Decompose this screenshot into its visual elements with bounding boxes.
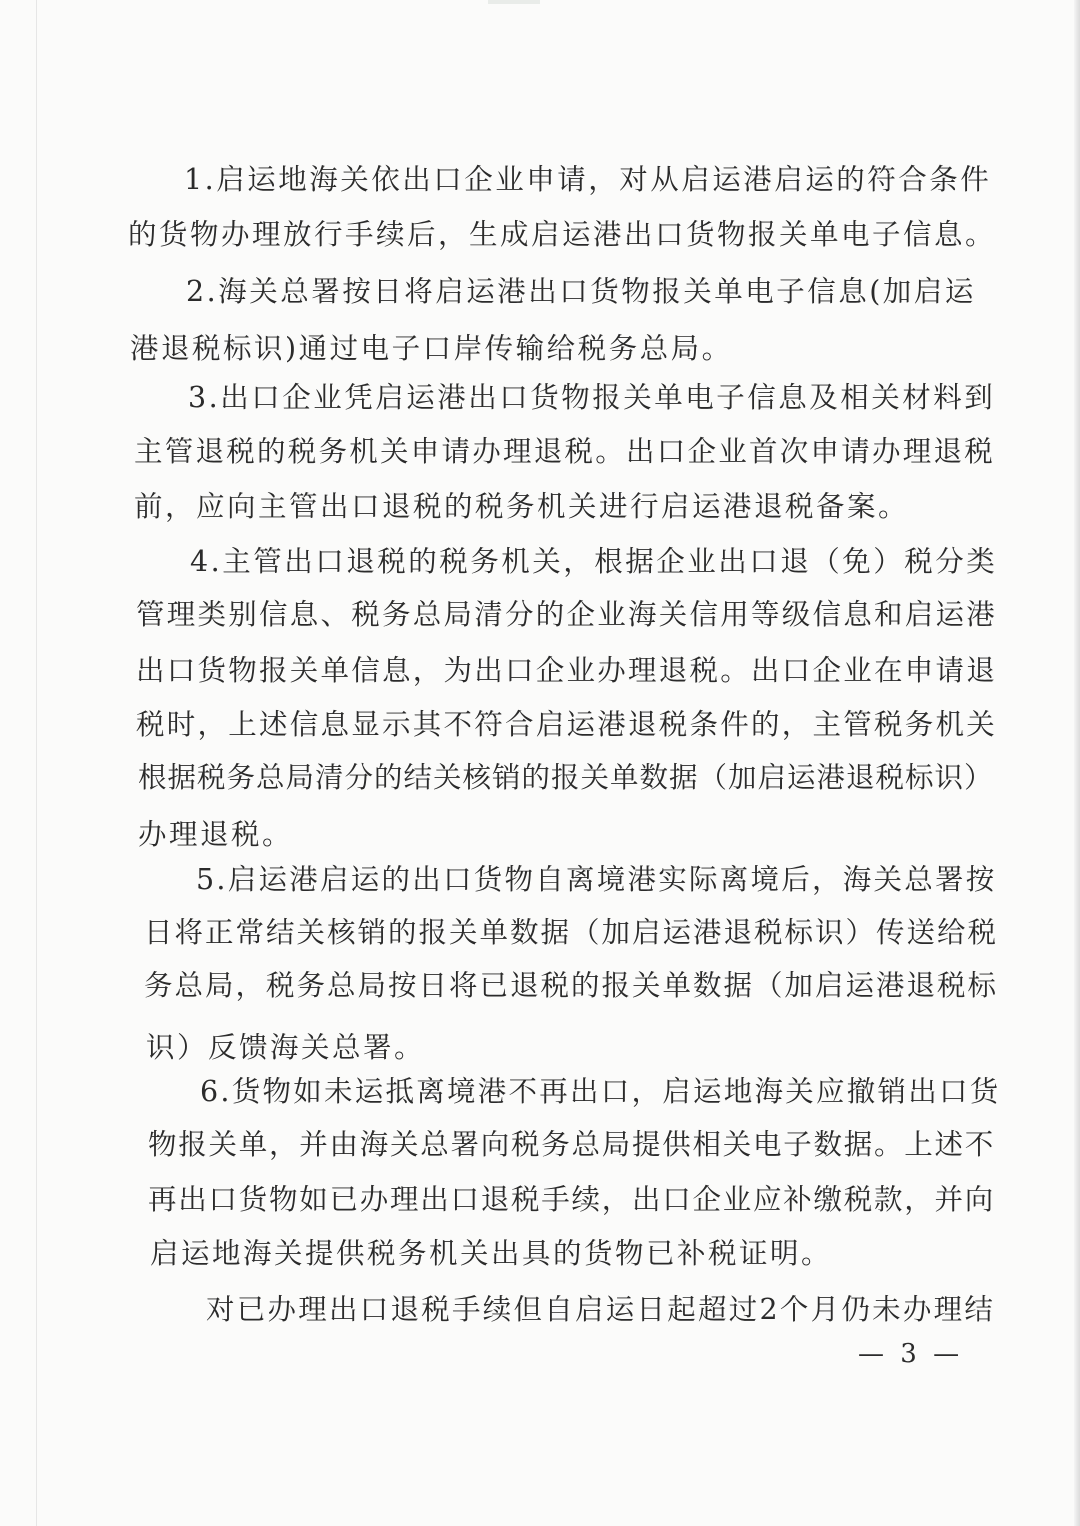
body-line: 1.启运地海关依出口企业申请，对从启运港启运的符合条件 <box>184 163 992 196</box>
body-line: 前，应向主管出口退税的税务机关进行启运港退税备案。 <box>134 490 910 523</box>
body-line: 税时，上述信息显示其不符合启运港退税条件的，主管税务机关 <box>136 708 998 741</box>
body-line: 2.海关总署按日将启运港出口货物报关单电子信息(加启运 <box>186 275 976 308</box>
body-line: 识）反馈海关总署。 <box>146 1031 426 1064</box>
body-line: 务总局，税务总局按日将已退税的报关单数据（加启运港退税标 <box>144 969 999 1002</box>
body-line: 启运地海关提供税务机关出具的货物已补税证明。 <box>150 1237 833 1270</box>
body-line: 日将正常结关核销的报关单数据（加启运港退税标识）传送给税 <box>144 916 999 949</box>
scan-edge-right <box>1074 0 1080 1526</box>
scan-edge-left <box>36 0 37 1526</box>
scan-smudge-top <box>488 0 540 4</box>
body-line: 对已办理出口退税手续但自启运日起超过2个月仍未办理结 <box>206 1293 996 1326</box>
body-line: 管理类别信息、税务总局清分的企业海关信用等级信息和启运港 <box>136 598 998 631</box>
body-line: 6.货物如未运抵离境港不再出口，启运地海关应撤销出口货 <box>200 1075 1001 1108</box>
body-line: 物报关单，并由海关总署向税务总局提供相关电子数据。上述不 <box>148 1128 996 1161</box>
body-line: 港退税标识)通过电子口岸传输给税务总局。 <box>130 332 733 365</box>
body-line: 5.启运港启运的出口货物自离境港实际离境后，海关总署按 <box>196 863 997 896</box>
body-line: 办理退税。 <box>138 818 294 851</box>
body-line: 再出口货物如已办理出口退税手续，出口企业应补缴税款，并向 <box>148 1183 996 1216</box>
body-line: 出口货物报关单信息，为出口企业办理退税。出口企业在申请退 <box>136 654 998 687</box>
body-line: 的货物办理放行手续后，生成启运港出口货物报关单电子信息。 <box>128 218 997 251</box>
body-line: 根据税务总局清分的结关核销的报关单数据（加启运港退税标识） <box>138 761 994 794</box>
page-number: — 3 — <box>858 1339 964 1369</box>
body-line: 3.出口企业凭启运港出口货物报关单电子信息及相关材料到 <box>188 381 996 414</box>
body-line: 4.主管出口退税的税务机关，根据企业出口退（免）税分类 <box>190 545 998 578</box>
body-line: 主管退税的税务机关申请办理退税。出口企业首次申请办理退税 <box>134 435 996 468</box>
